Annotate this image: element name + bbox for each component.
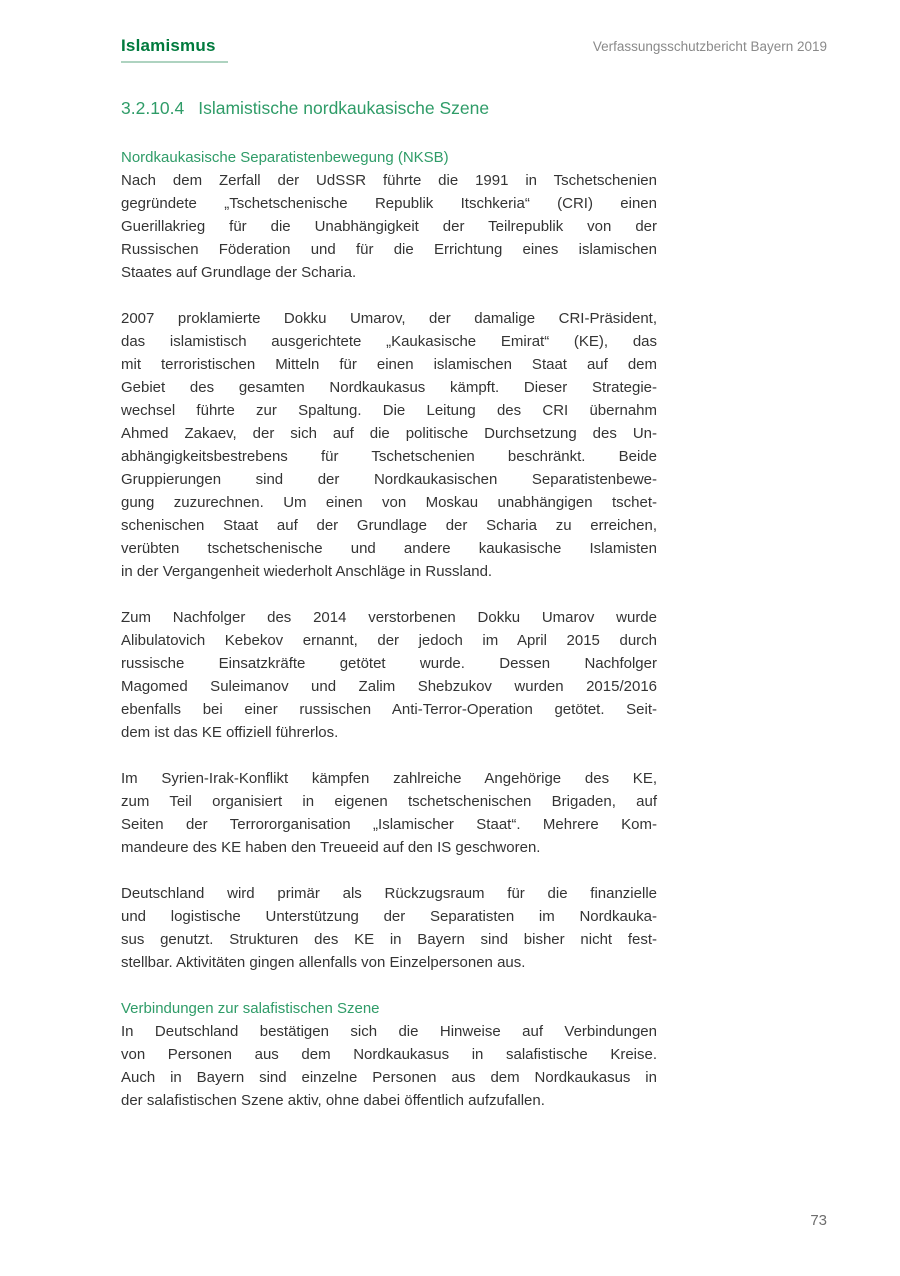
- paragraph-line: 2007 proklamierte Dokku Umarov, der damalige CRI-Präsident,: [121, 310, 657, 327]
- paragraph-line: Im Syrien-Irak-Konflikt kämpfen zahlreiche Angehörige des KE,: [121, 770, 657, 787]
- paragraph-line: in der Vergangenheit wiederholt Anschläge in Russland.: [121, 563, 493, 580]
- paragraph: [121, 606, 657, 744]
- paragraph: [121, 1020, 657, 1112]
- paragraph-line: wechsel führte zur Spaltung. Die Leitung des CRI übernahm: [121, 402, 657, 419]
- paragraph-line: der salafistischen Szene aktiv, ohne dabei öffentlich aufzufallen.: [121, 1092, 545, 1109]
- paragraph: [121, 882, 657, 974]
- report-title: Verfassungsschutzbericht Bayern 2019: [592, 39, 827, 54]
- page-number: 73: [810, 1212, 827, 1229]
- paragraph-line: dem ist das KE offiziell führerlos.: [121, 724, 339, 741]
- paragraph-line: sus genutzt. Strukturen des KE in Bayern sind bisher nicht fest-: [121, 931, 657, 948]
- paragraph: [121, 169, 657, 284]
- paragraph-line: von Personen aus dem Nordkaukasus in salafistische Kreise.: [121, 1046, 657, 1063]
- chapter-underline: [121, 61, 228, 63]
- subsection-heading: Verbindungen zur salafistischen Szene: [121, 1000, 380, 1017]
- paragraph-line: stellbar. Aktivitäten gingen allenfalls von Einzelpersonen aus.: [121, 954, 526, 971]
- paragraph-line: ebenfalls bei einer russischen Anti-Terror-Operation getötet. Seit-: [121, 701, 657, 718]
- paragraph-line: In Deutschland bestätigen sich die Hinweise auf Verbindungen: [121, 1023, 657, 1040]
- paragraph-line: Auch in Bayern sind einzelne Personen aus dem Nordkaukasus in: [121, 1069, 657, 1086]
- paragraph-line: Deutschland wird primär als Rückzugsraum für die finanzielle: [121, 885, 657, 902]
- paragraph-line: Zum Nachfolger des 2014 verstorbenen Dokku Umarov wurde: [121, 609, 657, 626]
- paragraph-line: abhängigkeitsbestrebens für Tschetschenien beschränkt. Beide: [121, 448, 657, 465]
- paragraph-line: gung zuzurechnen. Um einen von Moskau unabhängigen tschet-: [121, 494, 657, 511]
- paragraph-line: Gruppierungen sind der Nordkaukasischen Separatistenbewe-: [121, 471, 657, 488]
- subsection-heading: Nordkaukasische Separatistenbewegung (NKSB): [121, 149, 449, 166]
- paragraph-line: Staates auf Grundlage der Scharia.: [121, 264, 357, 281]
- page-header: [121, 36, 827, 56]
- page-content: [121, 97, 657, 1112]
- chapter-title: Islamismus: [121, 36, 216, 55]
- paragraph-line: Gebiet des gesamten Nordkaukasus kämpft. Dieser Strategie-: [121, 379, 657, 396]
- paragraph-line: russische Einsatzkräfte getötet wurde. Dessen Nachfolger: [121, 655, 657, 672]
- paragraph-line: das islamistisch ausgerichtete „Kaukasische Emirat“ (KE), das: [121, 333, 657, 350]
- section-number: 3.2.10.4: [121, 98, 185, 118]
- paragraph-line: verübten tschetschenische und andere kaukasische Islamisten: [121, 540, 657, 557]
- paragraph-line: Guerillakrieg für die Unabhängigkeit der Teilrepublik von der: [121, 218, 657, 235]
- paragraph-line: mandeure des KE haben den Treueeid auf den IS geschworen.: [121, 839, 541, 856]
- paragraph-line: Ahmed Zakaev, der sich auf die politische Durchsetzung des Un-: [121, 425, 657, 442]
- paragraph-line: Seiten der Terrororganisation „Islamischer Staat“. Mehrere Kom-: [121, 816, 657, 833]
- paragraph: [121, 767, 657, 859]
- section-heading: [121, 97, 657, 119]
- paragraph-line: schenischen Staat auf der Grundlage der Scharia zu erreichen,: [121, 517, 657, 534]
- paragraph-line: und logistische Unterstützung der Separatisten im Nordkauka-: [121, 908, 657, 925]
- paragraph-line: Russischen Föderation und für die Errichtung eines islamischen: [121, 241, 657, 258]
- paragraph-line: zum Teil organisiert in eigenen tschetschenischen Brigaden, auf: [121, 793, 657, 810]
- paragraph-line: gegründete „Tschetschenische Republik Itschkeria“ (CRI) einen: [121, 195, 657, 212]
- paragraph-line: mit terroristischen Mitteln für einen islamischen Staat auf dem: [121, 356, 657, 373]
- paragraph-line: Nach dem Zerfall der UdSSR führte die 1991 in Tschetschenien: [121, 172, 657, 189]
- paragraph: [121, 307, 657, 583]
- content-blocks: [121, 146, 657, 1112]
- paragraph-line: Alibulatovich Kebekov ernannt, der jedoch im April 2015 durch: [121, 632, 657, 649]
- section-title: Islamistische nordkaukasische Szene: [198, 98, 490, 118]
- paragraph-line: Magomed Suleimanov und Zalim Shebzukov wurden 2015/2016: [121, 678, 657, 695]
